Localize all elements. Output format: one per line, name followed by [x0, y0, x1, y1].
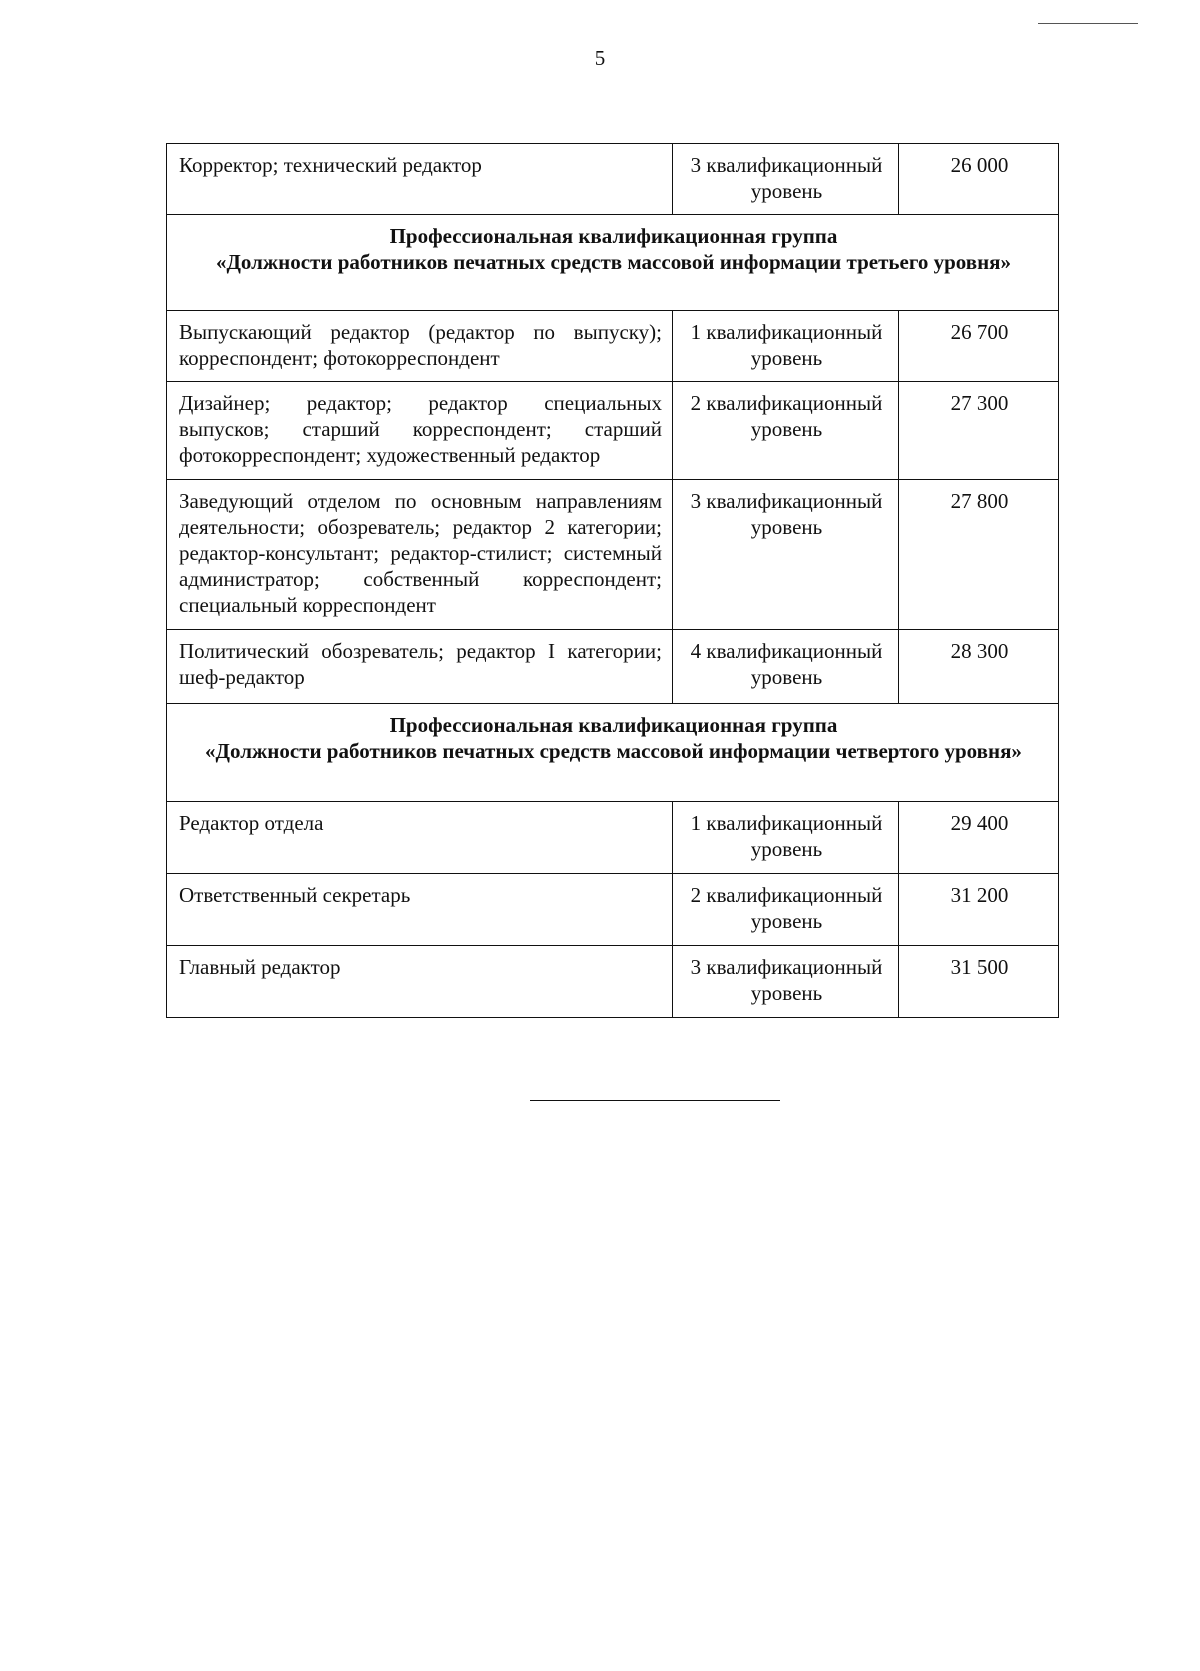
table-row: [167, 946, 1059, 1018]
qualification-level-cell: 2 квалификационный уровень: [673, 874, 899, 946]
group-header-cell: [167, 704, 1059, 802]
salary-cell: 26 700: [899, 311, 1059, 382]
group-subtitle: «Должности работников печатных средств массовой информации четвертого уровня»: [205, 739, 1022, 763]
position-cell: Главный редактор: [167, 946, 673, 1018]
qualification-level-cell: 3 квалификационный уровень: [673, 144, 899, 215]
qualification-level-cell: 1 квалификационный уровень: [673, 311, 899, 382]
page-number: 5: [594, 46, 606, 70]
salary-cell: 26 000: [899, 144, 1059, 215]
qualification-level-cell: 4 квалификационный уровень: [673, 630, 899, 704]
salary-table: [166, 143, 1059, 1018]
qualification-level-cell: 2 квалификационный уровень: [673, 382, 899, 480]
end-of-document-rule: [530, 1100, 780, 1101]
position-cell: Выпускающий редактор (редактор по выпуску); корреспондент; фотокорреспондент: [167, 311, 673, 382]
salary-cell: 27 800: [899, 480, 1059, 630]
salary-cell: 31 200: [899, 874, 1059, 946]
position-cell: Ответственный секретарь: [167, 874, 673, 946]
corner-scan-mark: [1038, 23, 1138, 24]
group-header-row: [167, 215, 1059, 311]
position-cell: Корректор; технический редактор: [167, 144, 673, 215]
position-cell: Политический обозреватель; редактор I категории; шеф-редактор: [167, 630, 673, 704]
group-subtitle: «Должности работников печатных средств массовой информации третьего уровня»: [215, 250, 1012, 274]
position-cell: Дизайнер; редактор; редактор специальных выпусков; старший корреспондент; старший фотокорреспондент; художественный редактор: [167, 382, 673, 480]
qualification-level-cell: 3 квалификационный уровень: [673, 480, 899, 630]
group-title: Профессиональная квалификационная группа: [389, 713, 838, 737]
salary-cell: 29 400: [899, 802, 1059, 874]
table-row: [167, 630, 1059, 704]
group-header-row: [167, 704, 1059, 802]
table-row: [167, 480, 1059, 630]
table-row: [167, 874, 1059, 946]
table-row: [167, 311, 1059, 382]
salary-cell: 31 500: [899, 946, 1059, 1018]
table-row: [167, 802, 1059, 874]
qualification-level-cell: 1 квалификационный уровень: [673, 802, 899, 874]
table-row: [167, 382, 1059, 480]
position-cell: Редактор отдела: [167, 802, 673, 874]
position-cell: Заведующий отделом по основным направлениям деятельности; обозреватель; редактор 2 категории; редактор-консультант; редактор-стилист; системный администратор; собственный корреспондент; специальный корреспондент: [167, 480, 673, 630]
group-header-cell: [167, 215, 1059, 311]
salary-cell: 27 300: [899, 382, 1059, 480]
qualification-level-cell: 3 квалификационный уровень: [673, 946, 899, 1018]
table-row: [167, 144, 1059, 215]
group-title: Профессиональная квалификационная группа: [389, 224, 838, 248]
salary-cell: 28 300: [899, 630, 1059, 704]
